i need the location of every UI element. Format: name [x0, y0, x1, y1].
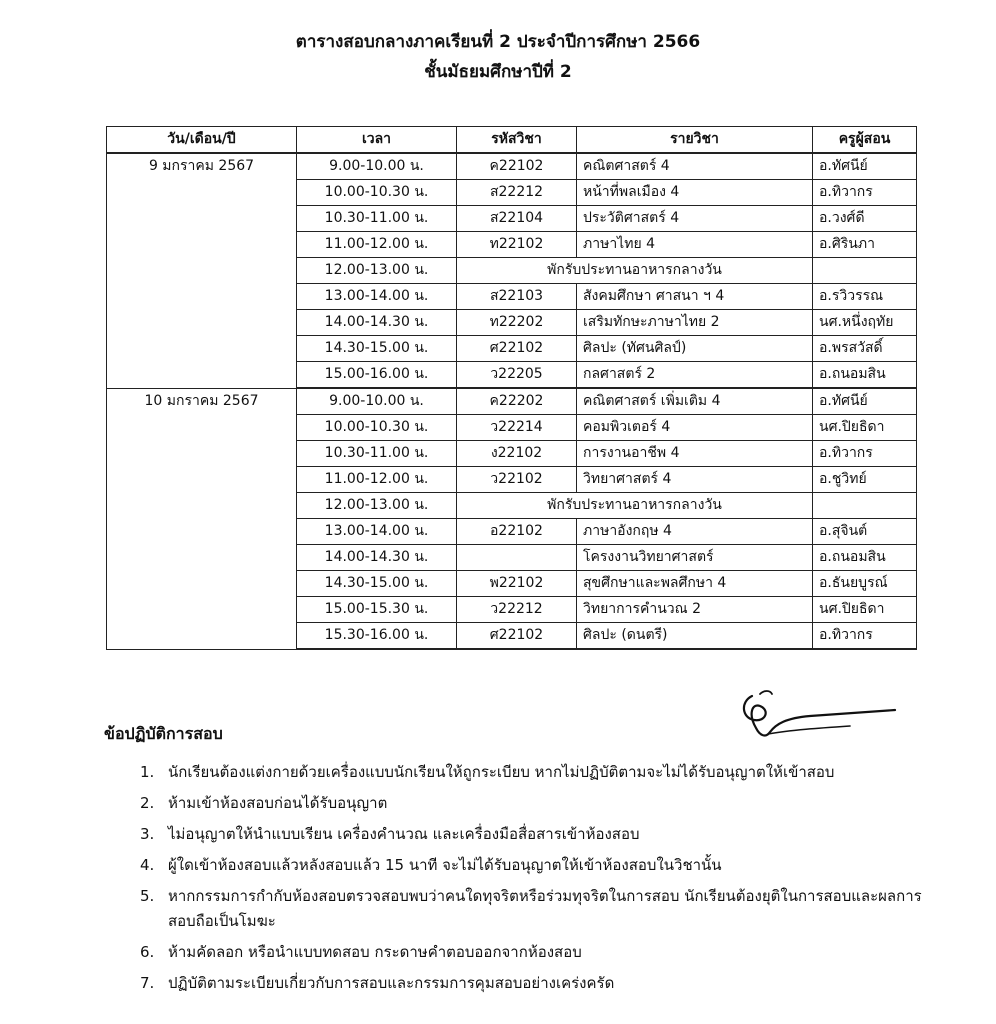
rule-text: ปฏิบัติตามระเบียบเกี่ยวกับการสอบและกรรมการคุมสอบอย่างเคร่งครัด [168, 974, 615, 992]
time-cell: 10.00-10.30 น. [297, 180, 457, 206]
rule-text: ไม่อนุญาตให้นำแบบเรียน เครื่องคำนวณ และเครื่องมือสื่อสารเข้าห้องสอบ [168, 825, 640, 843]
subject-code-cell: ว22214 [457, 415, 577, 441]
rule-number: 1. [140, 763, 155, 781]
exam-schedule-table [106, 126, 917, 650]
subject-code-cell: ว22212 [457, 597, 577, 623]
rule-number: 7. [140, 974, 155, 992]
subject-code-cell: ค22102 [457, 153, 577, 180]
rule-text: ห้ามคัดลอก หรือนำแบบทดสอบ กระดาษคำตอบออกจากห้องสอบ [168, 943, 582, 961]
time-cell: 9.00-10.00 น. [297, 388, 457, 415]
time-cell: 13.00-14.00 น. [297, 284, 457, 310]
teacher-cell: อ.ทิวากร [813, 441, 917, 467]
subject-cell: คอมพิวเตอร์ 4 [577, 415, 813, 441]
rule-text: หากกรรมการกำกับห้องสอบตรวจสอบพบว่าคนใดทุจริตหรือร่วมทุจริตในการสอบ นักเรียนต้องยุติในการสอบและผลการสอบถือเป็นโมฆะ [168, 887, 922, 930]
header-row [107, 127, 917, 154]
time-cell: 14.30-15.00 น. [297, 336, 457, 362]
time-cell: 15.00-15.30 น. [297, 597, 457, 623]
subject-cell: หน้าที่พลเมือง 4 [577, 180, 813, 206]
teacher-cell: อ.ธันยบูรณ์ [813, 571, 917, 597]
rule-item [140, 791, 940, 816]
subject-code-cell: ท22102 [457, 232, 577, 258]
time-cell: 14.30-15.00 น. [297, 571, 457, 597]
teacher-cell: อ.ทัศนีย์ [813, 388, 917, 415]
rule-text: นักเรียนต้องแต่งกายด้วยเครื่องแบบนักเรียนให้ถูกระเบียบ หากไม่ปฏิบัติตามจะไม่ได้รับอนุญาตให้เข้าสอบ [168, 763, 835, 781]
teacher-cell: อ.ทิวากร [813, 180, 917, 206]
teacher-cell: อ.ศิรินภา [813, 232, 917, 258]
column-header: ครูผู้สอน [813, 127, 917, 154]
subject-cell: สังคมศึกษา ศาสนา ฯ 4 [577, 284, 813, 310]
teacher-cell: นศ.หนึ่งฤทัย [813, 310, 917, 336]
time-cell: 10.30-11.00 น. [297, 206, 457, 232]
subject-code-cell: ง22102 [457, 441, 577, 467]
subject-code-cell: อ22102 [457, 519, 577, 545]
time-cell: 11.00-12.00 น. [297, 467, 457, 493]
subject-code-cell: พ22102 [457, 571, 577, 597]
rule-number: 5. [140, 887, 155, 905]
time-cell: 9.00-10.00 น. [297, 153, 457, 180]
subject-code-cell [457, 545, 577, 571]
exam-date-cell: 9 มกราคม 2567 [107, 153, 297, 388]
rule-item [140, 760, 940, 785]
rule-text: ห้ามเข้าห้องสอบก่อนได้รับอนุญาต [168, 794, 388, 812]
subject-cell: คณิตศาสตร์ 4 [577, 153, 813, 180]
subject-code-cell: ส22103 [457, 284, 577, 310]
teacher-cell: นศ.ปิยธิดา [813, 597, 917, 623]
subject-cell: ภาษาไทย 4 [577, 232, 813, 258]
subject-code-cell: ว22102 [457, 467, 577, 493]
subject-cell: วิทยาศาสตร์ 4 [577, 467, 813, 493]
rule-item [140, 940, 940, 965]
subject-cell: ภาษาอังกฤษ 4 [577, 519, 813, 545]
subject-cell: ศิลปะ (ดนตรี) [577, 623, 813, 650]
rule-number: 2. [140, 794, 155, 812]
rule-item [140, 822, 940, 847]
teacher-cell: อ.ชูวิทย์ [813, 467, 917, 493]
column-header: เวลา [297, 127, 457, 154]
teacher-cell: อ.ทิวากร [813, 623, 917, 650]
rule-item [140, 971, 940, 996]
teacher-cell: อ.รวิวรรณ [813, 284, 917, 310]
time-cell: 12.00-13.00 น. [297, 493, 457, 519]
teacher-cell: อ.ถนอมสิน [813, 362, 917, 389]
subject-cell: เสริมทักษะภาษาไทย 2 [577, 310, 813, 336]
subject-code-cell: ส22212 [457, 180, 577, 206]
rule-number: 4. [140, 856, 155, 874]
rule-item [140, 884, 940, 934]
rule-text: ผู้ใดเข้าห้องสอบแล้วหลังสอบแล้ว 15 นาที จะไม่ได้รับอนุญาตให้เข้าห้องสอบในวิชานั้น [168, 856, 722, 874]
time-cell: 10.00-10.30 น. [297, 415, 457, 441]
time-cell: 13.00-14.00 น. [297, 519, 457, 545]
teacher-cell: อ.พรสวัสดิ์ [813, 336, 917, 362]
empty-cell [813, 493, 917, 519]
table-body [107, 153, 917, 649]
rule-item [140, 853, 940, 878]
time-cell: 12.00-13.00 น. [297, 258, 457, 284]
time-cell: 11.00-12.00 น. [297, 232, 457, 258]
teacher-cell: อ.ถนอมสิน [813, 545, 917, 571]
time-cell: 15.00-16.00 น. [297, 362, 457, 389]
subject-code-cell: ท22202 [457, 310, 577, 336]
rule-number: 6. [140, 943, 155, 961]
table-row [107, 388, 917, 415]
teacher-cell: อ.ทัศนีย์ [813, 153, 917, 180]
subject-cell: ศิลปะ (ทัศนศิลป์) [577, 336, 813, 362]
table-header [107, 127, 917, 154]
subject-code-cell: ส22104 [457, 206, 577, 232]
subject-cell: โครงงานวิทยาศาสตร์ [577, 545, 813, 571]
handwritten-signature [730, 688, 900, 748]
teacher-cell: นศ.ปิยธิดา [813, 415, 917, 441]
time-cell: 14.00-14.30 น. [297, 545, 457, 571]
teacher-cell: อ.วงศ์ดี [813, 206, 917, 232]
subject-code-cell: ศ22102 [457, 336, 577, 362]
table-row [107, 153, 917, 180]
subject-code-cell: ศ22102 [457, 623, 577, 650]
lunch-break-cell: พักรับประทานอาหารกลางวัน [457, 258, 813, 284]
time-cell: 14.00-14.30 น. [297, 310, 457, 336]
subject-cell: สุขศึกษาและพลศึกษา 4 [577, 571, 813, 597]
subject-cell: ประวัติศาสตร์ 4 [577, 206, 813, 232]
subject-cell: คณิตศาสตร์ เพิ่มเติม 4 [577, 388, 813, 415]
subject-cell: การงานอาชีพ 4 [577, 441, 813, 467]
time-cell: 10.30-11.00 น. [297, 441, 457, 467]
subject-cell: วิทยาการคำนวณ 2 [577, 597, 813, 623]
lunch-break-cell: พักรับประทานอาหารกลางวัน [457, 493, 813, 519]
document-title: ตารางสอบกลางภาคเรียนที่ 2 ประจำปีการศึกษา 2566 [295, 32, 701, 52]
column-header: รหัสวิชา [457, 127, 577, 154]
column-header: รายวิชา [577, 127, 813, 154]
subject-code-cell: ค22202 [457, 388, 577, 415]
time-cell: 15.30-16.00 น. [297, 623, 457, 650]
rules-list [140, 760, 940, 1002]
teacher-cell: อ.สุจินต์ [813, 519, 917, 545]
document-subtitle: ชั้นมัธยมศึกษาปีที่ 2 [424, 62, 572, 82]
exam-date-cell: 10 มกราคม 2567 [107, 388, 297, 649]
subject-cell: กลศาสตร์ 2 [577, 362, 813, 389]
rule-number: 3. [140, 825, 155, 843]
column-header: วัน/เดือน/ปี [107, 127, 297, 154]
rules-heading: ข้อปฏิบัติการสอบ [104, 724, 223, 743]
subject-code-cell: ว22205 [457, 362, 577, 389]
empty-cell [813, 258, 917, 284]
